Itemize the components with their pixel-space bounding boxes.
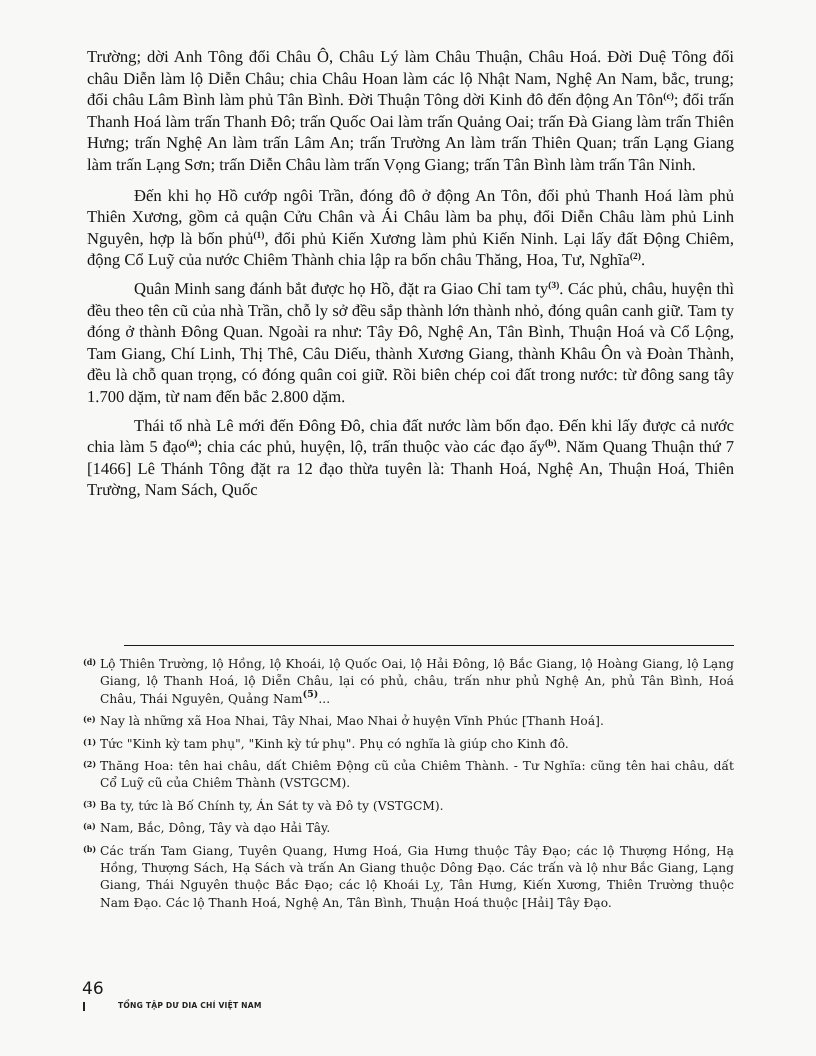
- footnote-text: Các trấn Tam Giang, Tuyên Quang, Hưng Hoá, Gia Hưng thuộc Tây Đạo; các lộ Thượng Hồng, Hạ Hồng, Thượng Sách, Hạ Sách và trấn An Giang thuộc Dông Đạo. Các trấn và lộ như Bắc Giang, Lạng Giang, Thái Nguyên thuộc Bắc Đạo; các lộ Khoái Lỵ, Tân Hưng, Kiến Xương, Thiên Trường thuộc Nam Đạo. Các lộ Thanh Hoá, Nghệ An, Tân Bình, Thuận Hoá thuộc [Hải] Tây Đạo.: [100, 843, 734, 910]
- footnotes: [83, 656, 734, 917]
- footnote-2: [83, 758, 734, 793]
- footnote-reference: (b): [544, 439, 557, 450]
- text-run: , đổi phủ Kiến Xương làm phủ Kiến Ninh. Lại lấy đất Động Chiêm, động Cổ Luỹ của nước Chiêm Thành chia lập ra bốn châu Thăng, Hoa, Tư, Nghĩa: [87, 228, 734, 270]
- footnote-separator-rule: [124, 645, 734, 646]
- body-text: [87, 46, 734, 508]
- page-footer: [82, 979, 262, 1010]
- footnote-reference: (2): [629, 252, 641, 263]
- page-number: 46: [82, 979, 104, 999]
- footnote-marker: (a): [83, 821, 96, 832]
- footnote-3: [83, 798, 734, 815]
- footnote-a: [83, 820, 734, 837]
- running-title: TỔNG TẬP DƯ DIA CHÍ VIỆT NAM: [118, 1001, 262, 1010]
- footnote-text: Ba ty, tức là Bố Chính ty, Án Sát ty và Đô ty (VSTGCM).: [100, 798, 444, 813]
- footnote-1: [83, 736, 734, 753]
- text-run: Đến khi họ Hồ cướp ngôi Trần, đóng đô ở động An Tôn, đổi phủ Thanh Hoá làm phủ Thiên Xương, gồm cả quận Cửu Chân và Ái Châu làm ba phụ, đổi Diễn Châu làm phủ Linh Nguyên, hợp là bốn phủ: [87, 185, 734, 248]
- paragraph-3: [87, 278, 734, 408]
- footnote-ref: (5): [302, 688, 319, 700]
- footnote-text: Lộ Thiên Trường, lộ Hồng, lộ Khoái, lộ Quốc Oai, lộ Hải Đông, lộ Bắc Giang, lộ Hoàng Giang, lộ Lạng Giang, lộ Thanh Hoá, lộ Diễn Châu, lại có phủ, châu, trấn như phủ Nghệ An, phủ Tân Bình, Hoá Châu, Thái Nguyên, Quảng Nam$^{(5)}$...: [100, 657, 734, 706]
- paragraph-4: [87, 415, 734, 501]
- text-run: . Năm Quang Thuận thứ 7 [1466] Lê Thánh Tông đặt ra 12 đạo thừa tuyên là: Thanh Hoá, Nghệ An, Thuận Hoá, Thiên Trường, Nam Sách, Quốc: [87, 437, 734, 500]
- footnote-text: Nam, Bắc, Dông, Tây và dạo Hải Tây.: [100, 821, 331, 836]
- footnote-reference: (a): [186, 439, 198, 450]
- paragraph-2: [87, 185, 734, 271]
- paragraph-1: [87, 46, 734, 176]
- footnote-e: [83, 713, 734, 730]
- footnote-reference: (1): [253, 230, 265, 241]
- footnote-reference: (c): [663, 92, 674, 103]
- footnote-marker: (e): [83, 714, 96, 725]
- text-run: Trường; dời Anh Tông đổi Châu Ô, Châu Lý làm Châu Thuận, Châu Hoá. Đời Duệ Tông đổi châu Diễn làm lộ Diễn Châu; chia Châu Hoan làm các lộ Nhật Nam, Nghệ An Nam, bắc, trung; đổi châu Lâm Bình làm phủ Tân Bình. Đời Thuận Tông dời Kinh đô đến động An Tôn: [87, 47, 734, 110]
- text-run: Quân Minh sang đánh bắt được họ Hồ, đặt ra Giao Chỉ tam ty: [134, 278, 549, 298]
- footnote-reference: (3): [548, 280, 560, 291]
- footnote-marker: (d): [83, 657, 97, 667]
- text-run: ; chia các phủ, huyện, lộ, trấn thuộc vào các đạo ấy: [197, 437, 545, 457]
- footnote-d: [83, 656, 734, 708]
- text-run: . Các phủ, châu, huyện thì đều theo tên cũ của nhà Trần, chỗ ly sở đều sắp thành lớn thành nhỏ, đóng quân canh giữ. Tam ty đóng ở thành Đông Quan. Ngoài ra như: Tây Đô, Nghệ An, Tân Bình, Thuận Hoá và Cổ Lộng, Tam Giang, Chí Linh, Thị Thê, Câu Diếu, thành Xương Giang, thành Khâu Ôn và Đoàn Thành, đều là chỗ quan trọng, có đóng quân coi giữ. Rồi biên chép coi đất trong nước: từ đông sang tây 1.700 dặm, từ nam đến bắc 2.800 dặm.: [87, 278, 734, 406]
- text-run: ; đổi trấn Thanh Hoá làm trấn Thanh Đô; trấn Quốc Oai làm trấn Quảng Oai; trấn Đà Giang làm trấn Thiên Hưng; trấn Nghệ An làm trấn Lâm An; trấn Trường An làm trấn Thiên Quan; trấn Lạng Giang làm trấn Lạng Sơn; trấn Diễn Châu làm trấn Vọng Giang; trấn Tân Bình làm trấn Tân Ninh.: [87, 90, 735, 174]
- footnote-text: Thăng Hoa: tên hai châu, dất Chiêm Động cũ của Chiêm Thành. - Tư Nghĩa: cũng tên hai châu, dất Cổ Luỹ cũ của Chiêm Thành (VSTGCM).: [100, 759, 734, 791]
- footnote-text: Nay là những xã Hoa Nhai, Tây Nhai, Mao Nhai ở huyện Vĩnh Phúc [Thanh Hoá].: [100, 714, 604, 729]
- footnote-marker: (2): [83, 759, 97, 770]
- footnote-marker: (3): [83, 798, 97, 809]
- footnote-b: [83, 843, 734, 913]
- footnote-marker: (1): [83, 736, 97, 747]
- text-run: Thái tổ nhà Lê mới đến Đông Đô, chia đất nước làm bốn đạo. Đến khi lấy được cả nước chia làm 5 đạo: [87, 415, 734, 457]
- page-tick-mark: [83, 1002, 85, 1011]
- text-run: .: [640, 250, 646, 270]
- footnote-marker: (b): [83, 843, 97, 854]
- footnote-text: Tức "Kinh kỳ tam phụ", "Kinh kỳ tứ phụ". Phụ có nghĩa là giúp cho Kinh đô.: [100, 736, 569, 751]
